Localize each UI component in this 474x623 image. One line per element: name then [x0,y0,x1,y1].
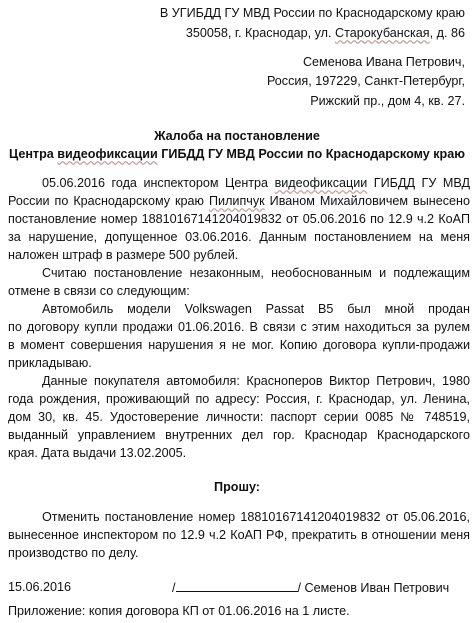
slash: / [172,581,176,595]
sender-address-line2: Рижский пр., дом 4, кв. 27. [310,94,465,108]
signer-name: Семенов Иван Петрович [304,581,450,595]
request-line: производство по делу. [8,546,139,560]
paragraph-1-line: наложен штраф в размере 500 рублей. [8,248,239,262]
request-line: Отменить постановление номер 18810167141204019832 от 05.06.2016, [42,510,470,524]
addressee-line [160,6,465,21]
paragraph-1-line [8,194,470,209]
subtitle-rest: ГИБДД ГУ МВД России по Краснодарскому краю [157,147,466,161]
signature-block [172,580,449,596]
signature-line [176,580,298,592]
slash: / [297,581,301,595]
subtitle-term: видеофиксации [57,147,158,161]
paragraph-4-line: выданный управлением внутренних дел гор. Краснодар Краснодарского [8,428,470,442]
text-term: видеофиксации [274,176,368,190]
addressee-address-part: 350058, г. Краснодар, ул. [185,26,336,40]
request-heading: Прошу: [214,480,260,494]
paragraph-4-line: дом 30, кв. 45. Удостоверение личности: паспорт серии 0085 № 748519, [8,410,470,424]
paragraph-4-line: года рождения, проживающий по адресу: Россия, г. Краснодар, ул. Ленина, [8,392,470,406]
paragraph-3-line: прикладываю. [8,356,92,370]
paragraph-1-line: постановление номер 18810167141204019832 от 05.06.2016 по 12.9 ч.2 КоАП [8,212,470,226]
addressee-name: В УГИБДД ГУ МВД России по Краснодарскому краю [159,6,465,20]
paragraph-4-line: края. Дата выдачи 13.02.2005. [8,446,187,460]
inspector-surname: Пилипчук [209,194,265,208]
paragraph-1-line [8,176,470,191]
paragraph-3-line: по договору купли продажи 01.06.2016. В связи с этим находиться за рулем [8,320,470,334]
addressee-street: Старокубанская [335,26,430,40]
paragraph-4-line: Данные покупателя автомобиля: Красноперов Виктор Петрович, 1980 [42,374,470,388]
attachment-note: Приложение: копия договора КП от 01.06.2016 на 1 листе. [8,604,350,618]
addressee-address [186,26,465,41]
document-subtitle [0,147,474,162]
addressee-house: , д. 86 [429,26,465,40]
paragraph-1-line: за нарушение, допущенное 03.06.2016. Данным постановлением на меня [8,230,470,244]
subtitle-part: Центра [8,147,58,161]
text-part: ГИБДД ГУ МВД [367,176,470,190]
document-title: Жалоба на постановление [154,129,320,143]
paragraph-2-line: Считаю постановление незаконным, необоснованным и подлежащим [42,266,470,280]
sender-name: Семенова Ивана Петрович, [302,55,465,69]
text-part: Иваном Михайловичем вынесено [264,194,470,208]
text-part: России по Краснодарскому краю [8,194,209,208]
signature-date: 15.06.2016 [8,580,72,594]
sender-address-line1: Россия, 197229, Санкт-Петербург, [266,74,465,88]
paragraph-2-line: отмене в связи со следующим: [8,284,190,298]
paragraph-3-line: в момент совершения нарушения я не мог. Копию договора купли-продажи [8,338,470,352]
paragraph-3-line: Автомобиль модели Volkswagen Passat B5 был мной продан [42,302,470,316]
text-part: 05.06.2016 года инспектором Центра [42,176,275,190]
request-line: вынесенное инспектором по 12.9 ч.2 КоАП РФ, прекратить в отношении меня [8,528,470,542]
